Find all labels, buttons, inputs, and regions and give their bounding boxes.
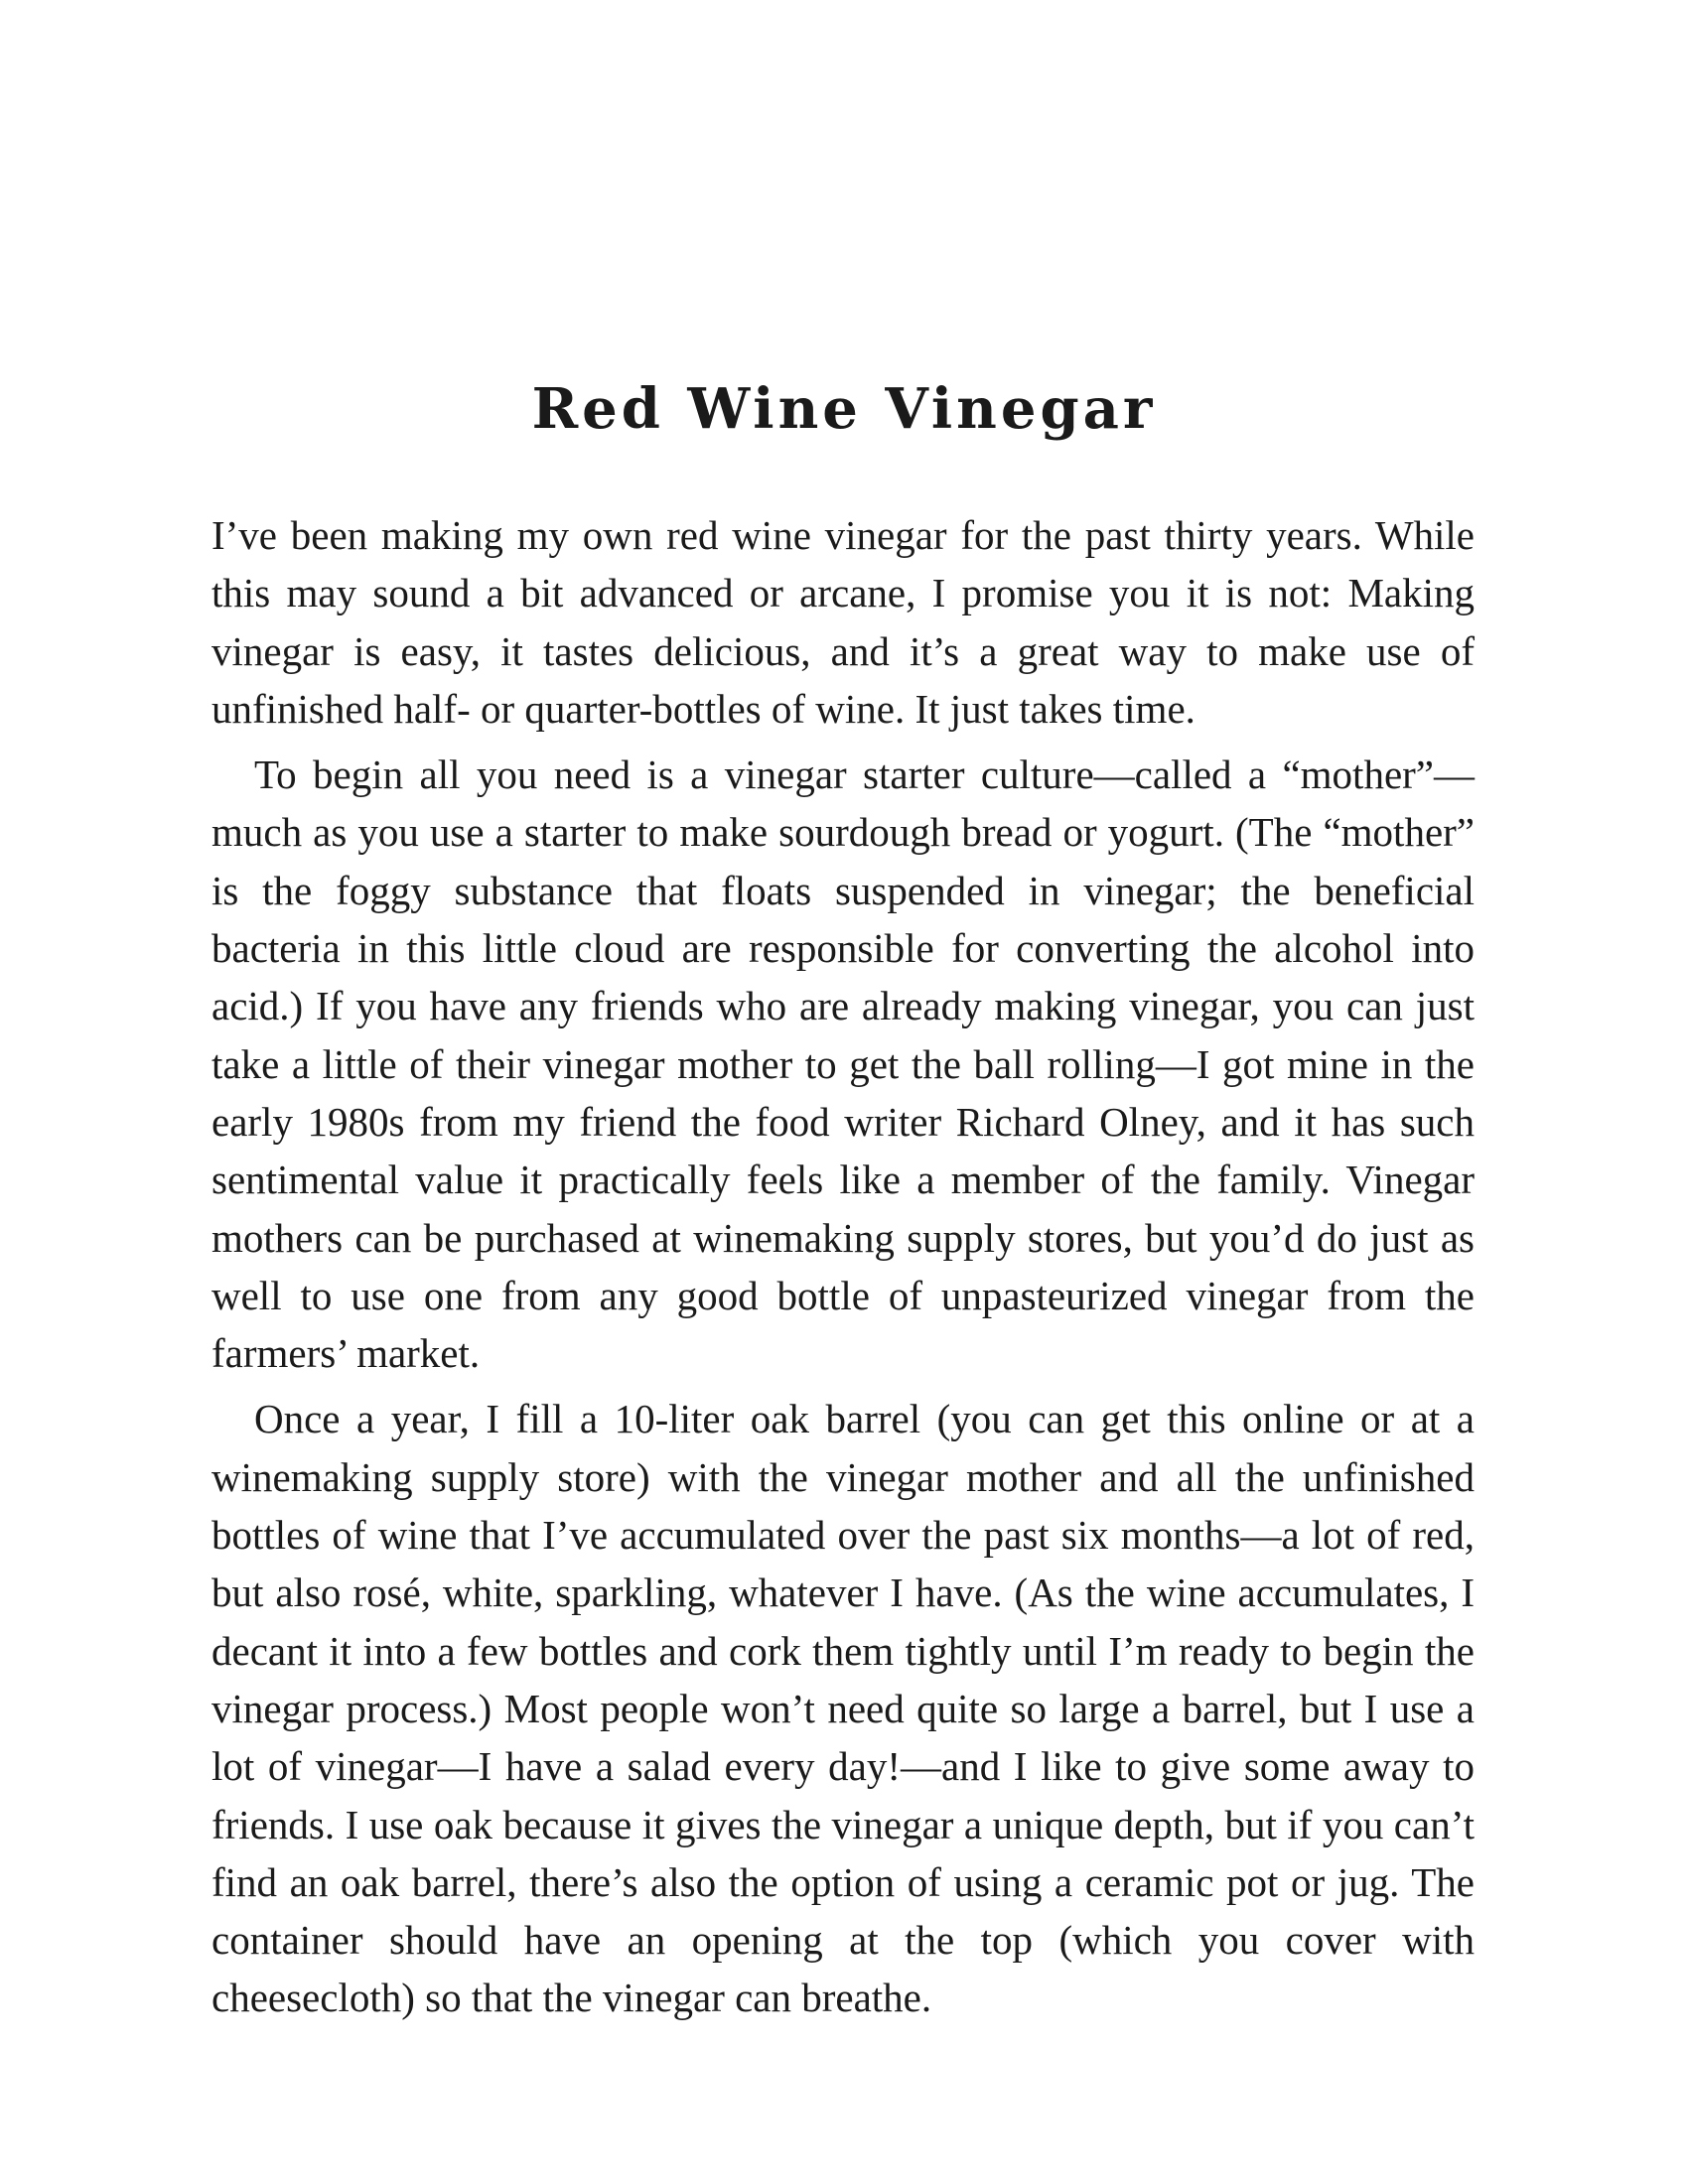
paragraph: Once a year, I fill a 10-liter oak barrel (you can get this online or at a winemaking supply store) with the vinegar mother and all the unfinished bottles of wine that I’ve accumulated over the past six months—a lot of red, but also rosé, white, sparkling, whatever I have. (As the wine accumulates, I decant it into a few bottles and cork them tightly until I’m ready to begin the vinegar process.) Most people won’t need quite so large a barrel, but I use a lot of vinegar—I have a salad every day!—and I like to give some away to friends. I use oak because it gives the vinegar a unique depth, but if you can’t find an oak barrel, there’s also the option of using a ceramic pot or jug. The container should have an opening at the top (which you cover with cheesecloth) so that the vinegar can breathe. — [211, 1396, 1475, 2021]
paragraph: I’ve been making my own red wine vinegar for the past thirty years. While this may sound a bit advanced or arcane, I promise you it is not: Making vinegar is easy, it tastes delicious, and it’s a great way to make use of unfinished half- or quarter-bottles of wine. It just takes time. — [211, 512, 1475, 732]
page-title: Red Wine Vinegar — [531, 376, 1157, 442]
paragraph: To begin all you need is a vinegar starter culture—called a “mother”—much as you use a starter to make sourdough bread or yogurt. (The “mother” is the foggy substance that floats suspended in vinegar; the beneficial bacteria in this little cloud are responsible for converting the alcohol into acid.) If you have any friends who are already making vinegar, you can just take a little of their vinegar mother to get the ball rolling—I got mine in the early 1980s from my friend the food writer Richard Olney, and it has such sentimental value it practically feels like a member of the family. Vinegar mothers can be purchased at winemaking supply stores, but you’d do just as well to use one from any good bottle of unpasteurized vinegar from the farmers’ market. — [211, 751, 1475, 1377]
body-text — [211, 506, 1475, 2027]
